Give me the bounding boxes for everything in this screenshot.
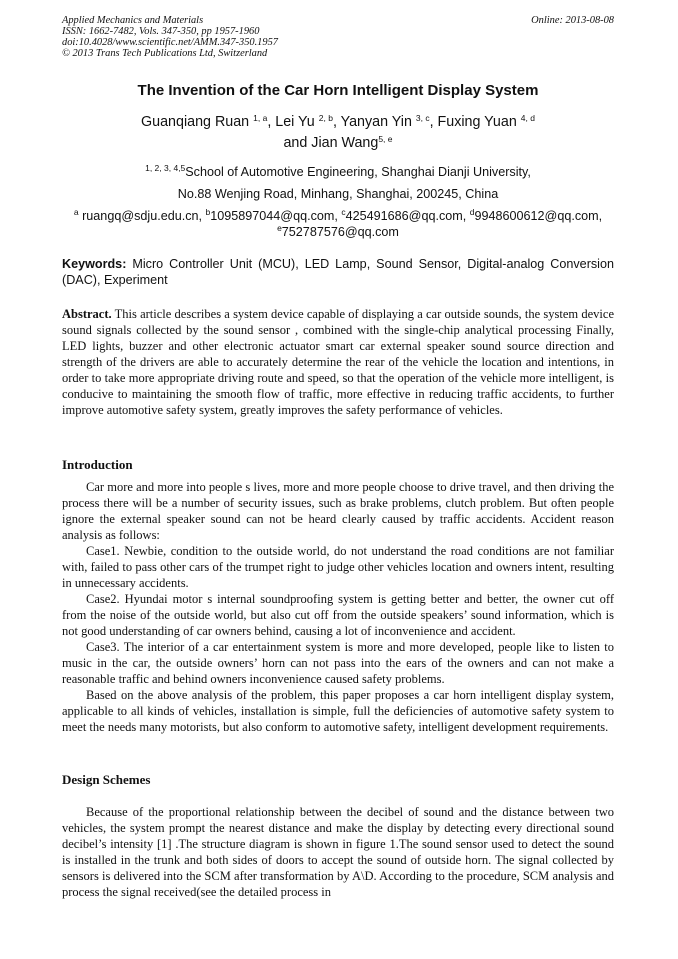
- intro-paragraph-3: Case2. Hyundai motor s internal soundproofing system is getting better and better, the owner cut off from the noise of the outside world, but also cut off from the outside speakers’ sound information, which is not good understanding of car owners behind, causing a lot of inconvenience and accident.: [62, 592, 614, 638]
- email-e: 752787576@qq.com: [281, 225, 399, 239]
- keywords: [62, 256, 614, 288]
- affiliation-text: School of Automotive Engineering, Shanghai Dianji University,: [185, 165, 531, 179]
- email-b: 1095897044@qq.com,: [210, 209, 338, 223]
- issn-line: ISSN: 1662-7482, Vols. 347-350, pp 1957-1960: [62, 26, 260, 37]
- author-name: and Jian Wang: [283, 135, 379, 151]
- keywords-text: Micro Controller Unit (MCU), LED Lamp, Sound Sensor, Digital-analog Conversion (DAC), Experiment: [62, 257, 614, 287]
- intro-paragraph-1: Car more and more into people s lives, more and more people choose to drive travel, and then driving the process there will be a number of security issues, such as brake problems, clutch problem. But often people ignore the external speaker sound can not be heard clearly caused by traffic accidents. Accident reason analysis as follows:: [62, 480, 614, 542]
- author-name: Guanqiang Ruan: [141, 114, 250, 130]
- author-sup: 4, d: [520, 113, 535, 123]
- email-line: [62, 208, 614, 240]
- email-sup: b: [205, 207, 211, 217]
- author-sup: 5, e: [378, 134, 393, 144]
- affiliation-line-1: [62, 164, 614, 180]
- affiliation-line-2: No.88 Wenjing Road, Minhang, Shanghai, 200245, China: [177, 187, 499, 201]
- author-list: Guanqiang Ruan $^{1, a}$, Lei Yu $^{2, b}$, Yanyan Yin $^{3, c}$, Fuxing Yuan $^{4, d}$ and Jian Wang$^{5, e}$: [141, 113, 535, 151]
- running-header: [62, 15, 482, 59]
- intro-paragraph-2: Case1. Newbie, condition to the outside world, do not understand the road conditions are not familiar with, failed to pass other cars of the trumpet right to judge other vehicles location and owners intent, resulting in unnecessary accidents.: [62, 544, 614, 590]
- introduction-heading: Introduction: [62, 457, 133, 472]
- author-name: Yanyan Yin: [340, 114, 412, 130]
- author-sup: 1, a: [253, 113, 268, 123]
- affiliation-sup: 1, 2, 3, 4,5: [145, 163, 186, 173]
- email-sup: a: [73, 207, 79, 217]
- doi-line: doi:10.4028/www.scientific.net/AMM.347-350.1957: [62, 37, 278, 48]
- author-name: Fuxing Yuan: [437, 114, 517, 130]
- design-heading: Design Schemes: [62, 772, 151, 787]
- journal-name: Applied Mechanics and Materials: [62, 15, 204, 26]
- abstract-label: Abstract.: [62, 307, 112, 321]
- paper-title: The Invention of the Car Horn Intelligent Display System: [137, 82, 539, 99]
- email-sup: e: [277, 223, 282, 233]
- email-sup: d: [469, 207, 475, 217]
- email-c: 425491686@qq.com,: [345, 209, 467, 223]
- intro-paragraph-5: Based on the above analysis of the problem, this paper proposes a car horn intelligent display system, applicable to all kinds of vehicles, installation is simple, full the deficiencies of automotive safety system to meet the needs many motorists, but also conform to automotive safety, intelligent development requirements.: [62, 688, 614, 734]
- design-body: [62, 804, 614, 900]
- author-sup: 3, c: [415, 113, 430, 123]
- abstract-text: This article describes a system device capable of displaying a car outside sounds, the system device sound signals collected by the sound sensor , combined with the single-chip analytical processing Finally, LED lights, buzzer and other electronic actuator smart car external speaker sound source direction and strength of the drivers are able to accurately determine the rear of the vehicle the location and intentions, in order to take more appropriate driving route and speed, so that the operation of the vehicle more intelligent, is conducive to maintaining the smooth flow of traffic, more effective in reducing traffic accidents, to further improve automotive safety system, greatly improves the safety performance of vehicles.: [62, 307, 614, 417]
- online-date: Online: 2013-08-08: [531, 15, 614, 26]
- design-paragraph-1: Because of the proportional relationship between the decibel of sound and the distance between two vehicles, the system prompt the nearest distance and make the display by detecting every directional sound decibel’s intensity [1] .The structure diagram is shown in figure 1.The sound sensor used to detect the sound is installed in the trunk and both sides of doors to accept the sound of outside horn. The signal collected by sensors is delivered into the SCM after transformation by A\D. According to the procedure, SCM analysis and process the signal received(see the detailed process in: [62, 805, 614, 899]
- intro-paragraph-4: Case3. The interior of a car entertainment system is more and more developed, people like to listen to music in the car, the outside owners’ horn can not pass into the ears of the owners and can not make a reasonable traffic and behind owners inconvenience caused safety problems.: [62, 640, 614, 686]
- email-d: 9948600612@qq.com,: [474, 209, 603, 223]
- email-sup: c: [341, 207, 346, 217]
- introduction-body: [62, 479, 614, 735]
- abstract: [62, 306, 614, 418]
- copyright-line: © 2013 Trans Tech Publications Ltd, Switzerland: [62, 48, 268, 59]
- author-sup: 2, b: [318, 113, 333, 123]
- keywords-label: Keywords:: [62, 257, 127, 271]
- author-name: Lei Yu: [275, 114, 315, 130]
- email-a: ruangq@sdju.edu.cn,: [82, 209, 203, 223]
